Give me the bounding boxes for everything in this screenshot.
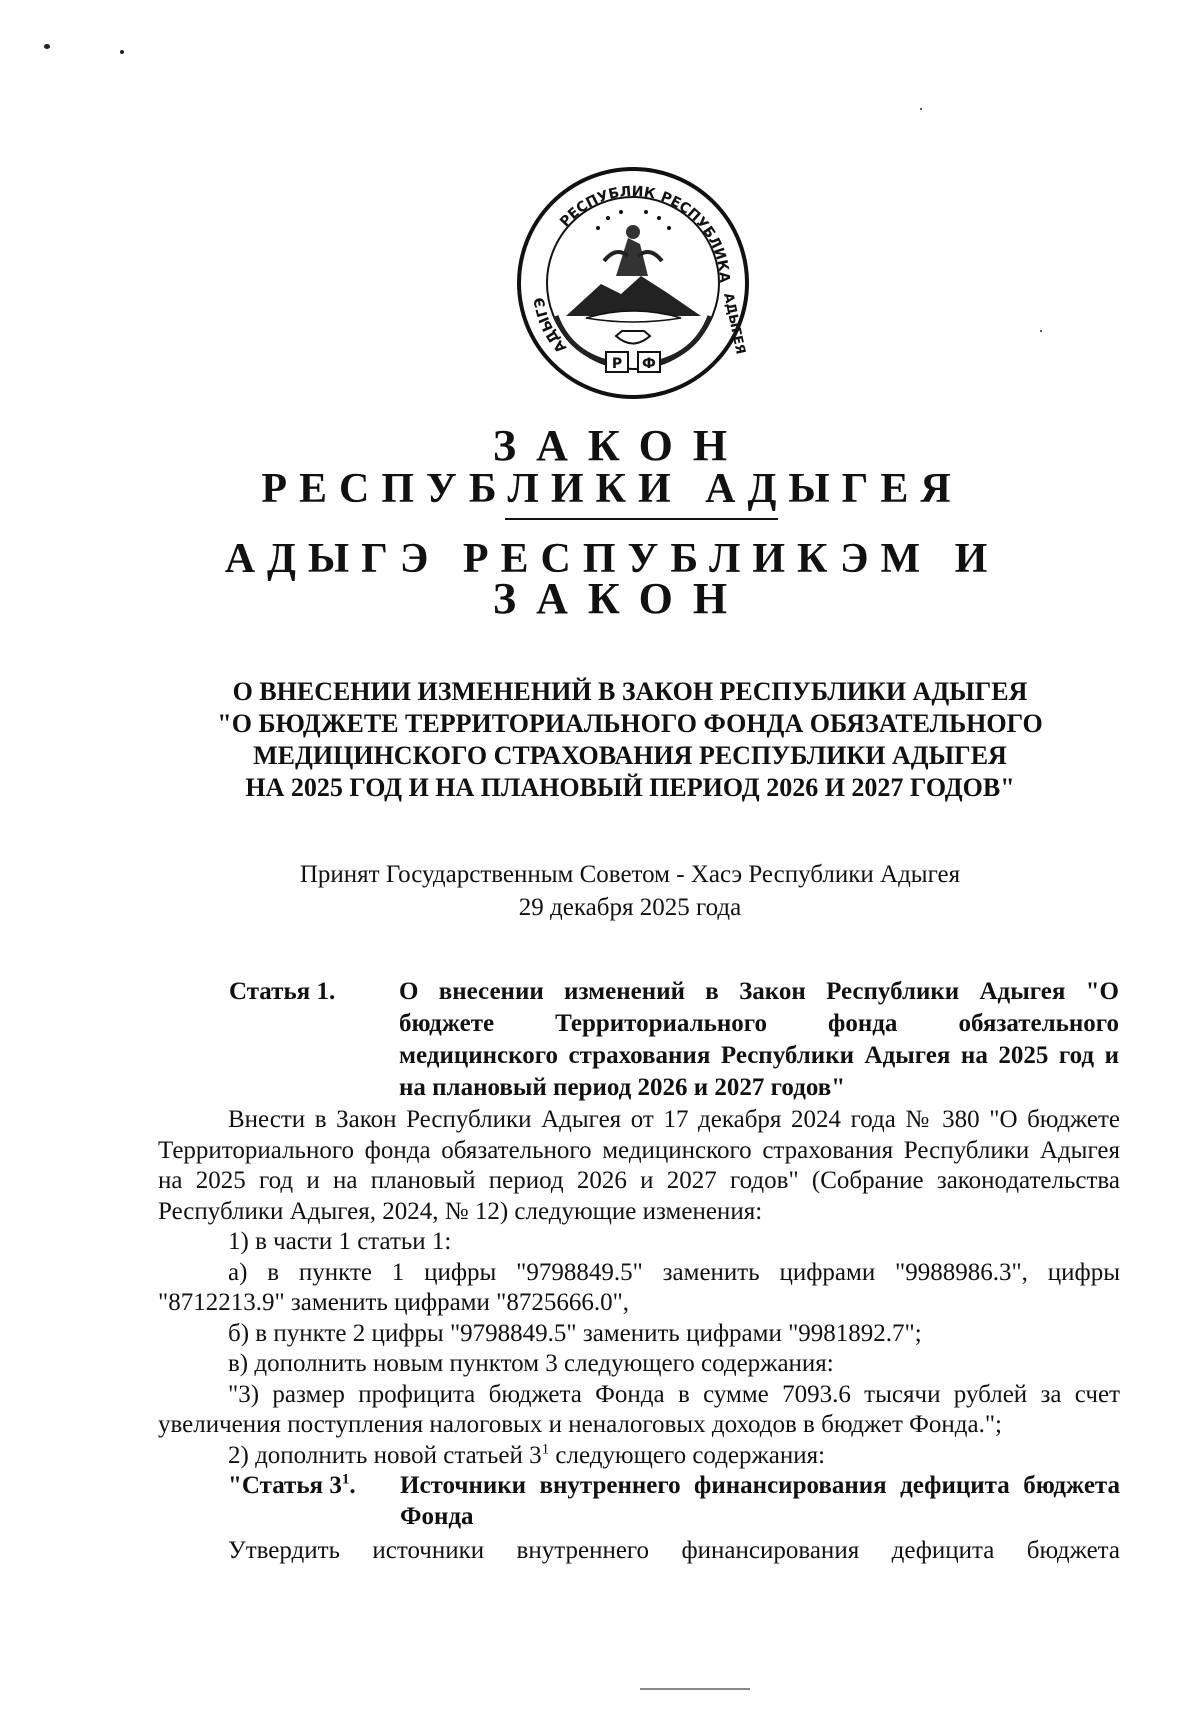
article-3-1-label-dot: . (349, 1472, 356, 1499)
article-label: Статья 1. (229, 978, 336, 1005)
law-title-line: НА 2025 ГОД И НА ПЛАНОВЫЙ ПЕРИОД 2026 И 2027 ГОДОВ" (245, 773, 1015, 802)
svg-text:Ф: Ф (642, 356, 656, 372)
paragraph-item1v: в) дополнить новым пунктом 3 следующего содержания: (228, 1350, 834, 1377)
adoption-date: 29 декабря 2025 года (518, 894, 742, 921)
adoption-note (160, 858, 1100, 924)
adoption-line: Принят Государственным Советом - Хасэ Республики Адыгея (299, 861, 961, 888)
svg-text:РЕСПУБЛИКА: РЕСПУБЛИКА (658, 188, 733, 284)
law-title-line: О ВНЕСЕНИИ ИЗМЕНЕНИЙ В ЗАКОН РЕСПУБЛИКИ АДЫГЕЯ (232, 677, 1028, 706)
paragraph-intro: Внести в Закон Республики Адыгея от 17 декабря 2024 года № 380 "О бюджете Территориального фонда обязательного медицинского страхования Республики Адыгея на 2025 год и на плановый период 2026 и 2027 годов" (Собрание законодательства Республики Адыгея, 2024, № 12) следующие изменения: (158, 1106, 1120, 1225)
paragraph-item1: 1) в части 1 статьи 1: (228, 1228, 452, 1255)
article-body (158, 1105, 1120, 1567)
article-title: О внесении изменений в Закон Республики Адыгея "О бюджете Территориального фонда обязательного медицинского страхования Республики Адыгея на 2025 год и на плановый период 2026 и 2027 годов" (399, 978, 1119, 1101)
article-3-1-heading (158, 1471, 1120, 1532)
scan-speck (120, 50, 124, 54)
article-3-1-title: Источники внутреннего финансирования дефицита бюджета Фонда (400, 1472, 1120, 1530)
svg-text:Р: Р (611, 356, 623, 372)
law-title-line: МЕДИЦИНСКОГО СТРАХОВАНИЯ РЕСПУБЛИКИ АДЫГЕЯ (253, 741, 1007, 770)
heading-adyg-republic: АДЫГЭ РЕСПУБЛИКЭМ И (224, 536, 1000, 582)
paragraph-last: Утвердить источники внутреннего финансирования дефицита бюджета (228, 1537, 1120, 1564)
svg-text:АДЫГЕЯ: АДЫГЕЯ (720, 291, 748, 356)
law-title-line: "О БЮДЖЕТЕ ТЕРРИТОРИАЛЬНОГО ФОНДА ОБЯЗАТЕЛЬНОГО (217, 709, 1043, 738)
article-3-1-label-text: "Статья 3 (228, 1472, 342, 1499)
item2-superscript: 1 (541, 1441, 550, 1458)
paragraph-item1v-text: "3) размер профицита бюджета Фонда в сумме 7093.6 тысячи рублей за счет увеличения поступления налоговых и неналоговых доходов в бюджет Фонда."; (158, 1380, 1120, 1438)
scan-speck (44, 44, 50, 49)
paragraph-item1b: б) в пункте 2 цифры "9798849.5" заменить цифрами "9981892.7"; (228, 1319, 922, 1347)
scan-artifact-line (640, 1688, 750, 1690)
svg-text:РЕСПУБЛИК: РЕСПУБЛИК (557, 183, 657, 231)
scan-speck (1040, 330, 1042, 332)
paragraph-item1a: а) в пункте 1 цифры "9798849.5" заменить цифрами "9988986.3", цифры "8712213.9" заменить цифрами "8725666.0", (158, 1258, 1120, 1316)
coat-of-arms-seal (516, 166, 750, 400)
law-title (160, 676, 1100, 804)
scan-speck (920, 108, 922, 110)
heading-law: ЗАКОН (492, 421, 748, 470)
header-divider (505, 518, 778, 520)
heading-republic: РЕСПУБЛИКИ АДЫГЕЯ (261, 466, 963, 512)
item2-text-end: следующего содержания: (549, 1441, 826, 1469)
paragraph-item2 (158, 1441, 1120, 1472)
heading-adyg-law: ЗАКОН (492, 574, 748, 623)
article-3-1-label (228, 1471, 356, 1502)
article-3-1-superscript: 1 (341, 1471, 350, 1488)
svg-text:АДЫГЭ: АДЫГЭ (531, 296, 571, 356)
item2-text: 2) дополнить новой статьей 3 (228, 1441, 542, 1469)
